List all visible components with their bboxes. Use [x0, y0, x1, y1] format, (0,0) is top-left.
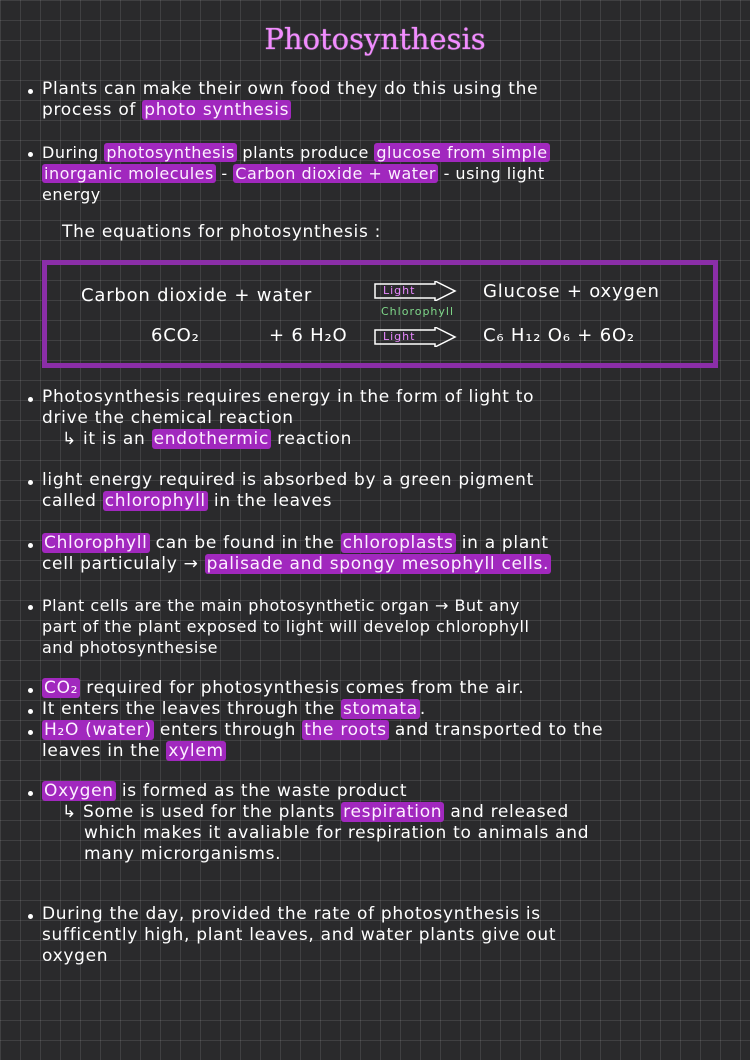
- equation-reactant-co2: 6CO₂: [151, 325, 200, 346]
- highlight-term: H₂O (water): [44, 720, 152, 740]
- highlight-term: chloroplasts: [342, 533, 454, 553]
- note-line: energy: [42, 185, 101, 204]
- note-chlorophyll-absorbs: [28, 470, 740, 512]
- bullet-dot: [28, 89, 33, 94]
- note-line: ↳ Some is used for the plants respiration and released: [62, 802, 569, 822]
- note-line: It enters the leaves through the stomata .: [28, 699, 740, 720]
- bullet-dot: [28, 152, 33, 157]
- bullet-dot: [28, 688, 33, 693]
- note-line: During the day, provided the rate of photosynthesis is: [28, 904, 740, 925]
- note-line: ↳ it is an endothermic reaction: [62, 429, 353, 449]
- highlight-term: respiration: [343, 802, 443, 822]
- highlight-term: palisade and spongy mesophyll cells.: [206, 554, 550, 574]
- highlight-term: xylem: [168, 741, 224, 761]
- note-line: called chlorophyll in the leaves: [42, 491, 333, 511]
- note-oxygen-waste: [28, 781, 740, 865]
- note-line: cell particulaly → palisade and spongy mesophyll cells.: [42, 554, 550, 574]
- highlight-term: stomata: [342, 699, 418, 719]
- bullet-dot: [28, 543, 33, 548]
- condition-chlorophyll: Chlorophyll: [381, 305, 455, 318]
- note-chloroplasts: [28, 533, 740, 575]
- note-line: sufficently high, plant leaves, and water plants give out: [42, 925, 557, 945]
- note-plant-cells: [28, 595, 740, 658]
- note-line: oxygen: [42, 946, 109, 966]
- note-line: process of photo synthesis: [42, 100, 290, 120]
- note-line: inorganic molecules - Carbon dioxide + water - using light: [44, 164, 545, 183]
- highlight-term: photo synthesis: [144, 100, 290, 120]
- equation-box: [42, 260, 718, 368]
- highlight-term: Carbon dioxide + water: [235, 164, 436, 183]
- note-energy-required: [28, 387, 740, 450]
- note-glucose-production: [28, 142, 740, 205]
- highlight-term: chlorophyll: [104, 491, 206, 511]
- highlight-term: Chlorophyll: [44, 533, 148, 553]
- arrow-bent-icon: ↳: [62, 802, 77, 822]
- arrow-bent-icon: ↳: [62, 429, 77, 449]
- equation-intro: The equations for photosynthesis :: [62, 222, 382, 242]
- note-line: drive the chemical reaction: [42, 408, 294, 428]
- note-line: Chlorophyll can be found in the chloroplasts in a plant: [28, 533, 740, 554]
- condition-light-bottom: Light: [383, 330, 416, 343]
- bullet-dot: [28, 709, 33, 714]
- highlight-term: the roots: [304, 720, 387, 740]
- note-co2-water-intake: [28, 678, 740, 762]
- equation-reactant-water: + 6 H₂O: [269, 325, 348, 346]
- note-line: which makes it avaliable for respiration to animals and: [84, 823, 590, 843]
- bullet-dot: [28, 791, 33, 796]
- bullet-dot: [28, 605, 33, 610]
- highlight-term: photosynthesis: [106, 143, 235, 162]
- bullet-dot: [28, 480, 33, 485]
- highlight-term: glucose from simple: [376, 143, 548, 162]
- condition-light-top: Light: [383, 284, 416, 297]
- highlight-term: Oxygen: [44, 781, 114, 801]
- highlight-term: endothermic: [153, 429, 269, 449]
- equation-reactants-words: Carbon dioxide + water: [81, 285, 313, 306]
- note-line: Photosynthesis requires energy in the form of light to: [28, 387, 740, 408]
- page-title: Photosynthesis: [264, 22, 486, 56]
- equation-products-symbols: C₆ H₁₂ O₆ + 6O₂: [483, 325, 635, 346]
- bullet-dot: [28, 730, 33, 735]
- note-daytime-oxygen: [28, 904, 740, 967]
- highlight-term: CO₂: [44, 678, 79, 698]
- bullet-dot: [28, 914, 33, 919]
- note-line: many microrganisms.: [84, 844, 282, 864]
- note-line: Plants can make their own food they do this using the: [28, 79, 740, 100]
- note-line: H₂O (water) enters through the roots and transported to the: [28, 720, 740, 741]
- note-line: Oxygen is formed as the waste product: [28, 781, 740, 802]
- note-plants-make-food: [28, 79, 740, 121]
- note-line: and photosynthesise: [42, 638, 218, 657]
- note-line: leaves in the xylem: [42, 741, 224, 761]
- equation-products-words: Glucose + oxygen: [483, 281, 660, 302]
- note-line: During photosynthesis plants produce glucose from simple: [28, 142, 740, 163]
- note-line: light energy required is absorbed by a green pigment: [28, 470, 740, 491]
- bullet-dot: [28, 397, 33, 402]
- note-line: CO₂ required for photosynthesis comes from the air.: [28, 678, 740, 699]
- note-line: part of the plant exposed to light will develop chlorophyll: [42, 617, 530, 636]
- note-line: Plant cells are the main photosynthetic organ → But any: [28, 595, 740, 616]
- highlight-term: inorganic molecules: [44, 164, 214, 183]
